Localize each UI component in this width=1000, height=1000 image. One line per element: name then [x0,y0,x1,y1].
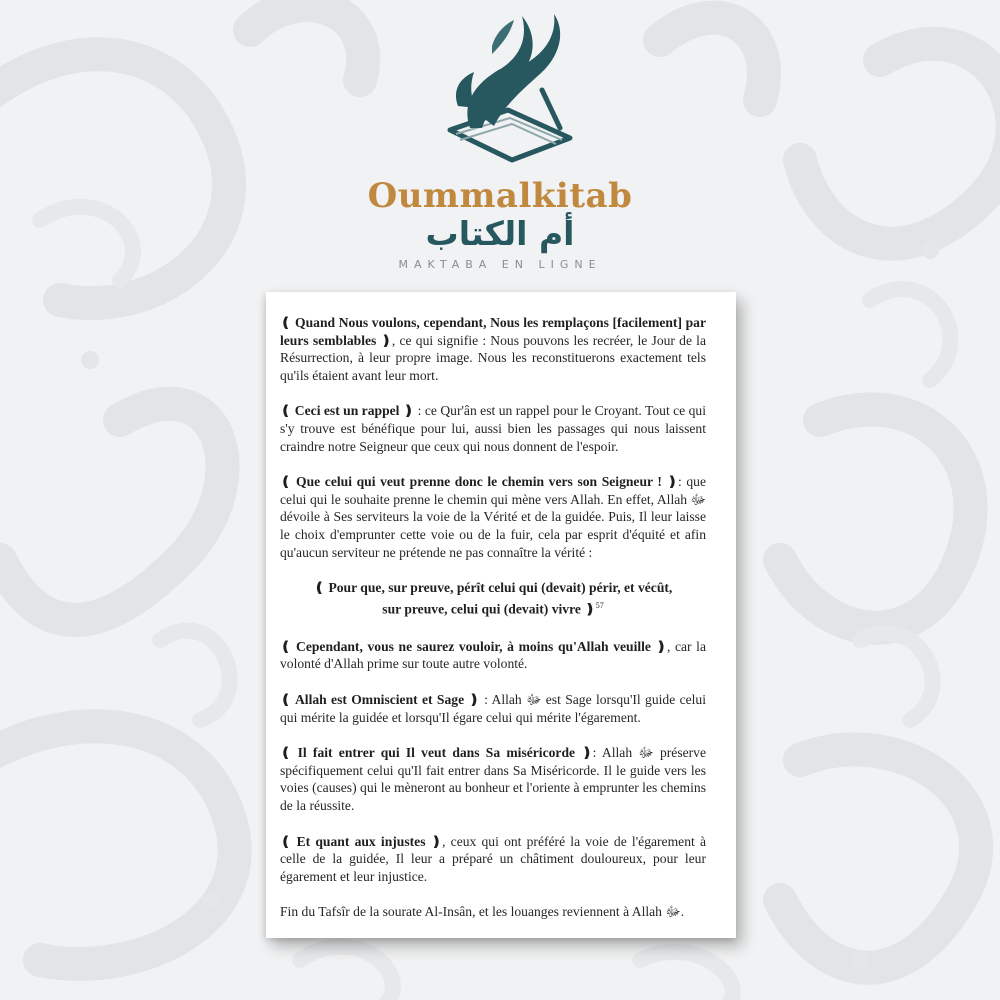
footnote-marker: 57 [595,600,604,610]
verse-2: ❪ Ceci est un rappel ❫ [280,403,415,419]
commentary-6: : Allah ﷻ préserve spécifiquement celui qu'Il fait entrer dans Sa Miséricorde. Il le guide vers les voies (causes) qui le mèneront au bonheur et l'oriente à emprunter les chemins de la réussite. [280,745,707,813]
quoted-verse-line-2: sur preuve, celui qui (devait) vivre ❫ [382,601,596,617]
commentary-3: : que celui qui le souhaite prenne le chemin qui mène vers Allah. En effet, Allah ﷻ dévoile à Ses serviteurs la voie de la Vérité et de la guidée. Puis, Il leur laisse le choix d'emprunter cette voie ou de la fuir, cela par esprit d'équité et afin qu'aucun serviteur ne prétende ne pas connaître la vérité : [280,474,706,560]
commentary-7: , ceux qui ont préféré la voie de l'égarement à celle de la guidée, Il leur a préparé un châtiment douloureux, pour leur égarement et leur injustice. [280,833,706,884]
paragraph-1 [280,314,706,384]
brand-header [0,0,1000,290]
commentary-5: : Allah ﷻ est Sage lorsqu'Il guide celui qui mérite la guidée et lorsqu'Il égare celui qui mérite l'égarement. [280,692,706,725]
brand-name-arabic: أم الكتاب [425,214,575,253]
quoted-verse-line-1: ❪ Pour que, sur preuve, pérît celui qui (devait) périr, et vécût, [313,580,673,596]
paragraph-6 [280,744,706,814]
commentary-1: , ce qui signifie : Nous pouvons les recréer, le Jour de la Résurrection, à leur propre image. Nous les reconstituerons exactement tels qu'ils étaient avant leur mort. [280,332,706,383]
verse-7: ❪ Et quant aux injustes ❫ [280,833,443,849]
quoted-verse-line-2-wrap [280,597,706,618]
closing-line: Fin du Tafsîr de la sourate Al-Insân, et les louanges reviennent à Allah ﷻ. [280,904,685,920]
paragraph-3 [280,473,706,561]
commentary-4: , car la volonté d'Allah prime sur toute autre volonté. [280,638,706,672]
verse-1: ❪ Quand Nous voulons, cependant, Nous les remplaçons [facilement] par leurs semblables ❫ [280,315,706,348]
book-page [266,292,736,938]
commentary-2: : ce Qur'ân est un rappel pour le Croyant. Tout ce qui s'y trouve est bénéfique pour lui, aussi bien les passages qui nous laissent craindre notre Seigneur que ceux qui nous donnent de l'espoir. [280,403,706,454]
verse-4: ❪ Cependant, vous ne saurez vouloir, à moins qu'Allah veuille ❫ [280,638,667,654]
quill-book-logo-icon [430,10,580,170]
brand-name-latin: Oummalkitab [367,176,633,216]
paragraph-4 [280,638,706,673]
verse-3: ❪ Que celui qui veut prenne donc le chemin vers son Seigneur ! ❫ [280,474,678,490]
quoted-verse [280,579,706,618]
verse-6: ❪ Il fait entrer qui Il veut dans Sa miséricorde ❫ [280,745,593,761]
paragraph-5 [280,691,706,726]
paragraph-2 [280,402,706,455]
verse-5: ❪ Allah est Omniscient et Sage ❫ [280,692,480,708]
paragraph-7 [280,833,706,886]
brand-tagline: MAKTABA EN LIGNE [398,258,602,271]
